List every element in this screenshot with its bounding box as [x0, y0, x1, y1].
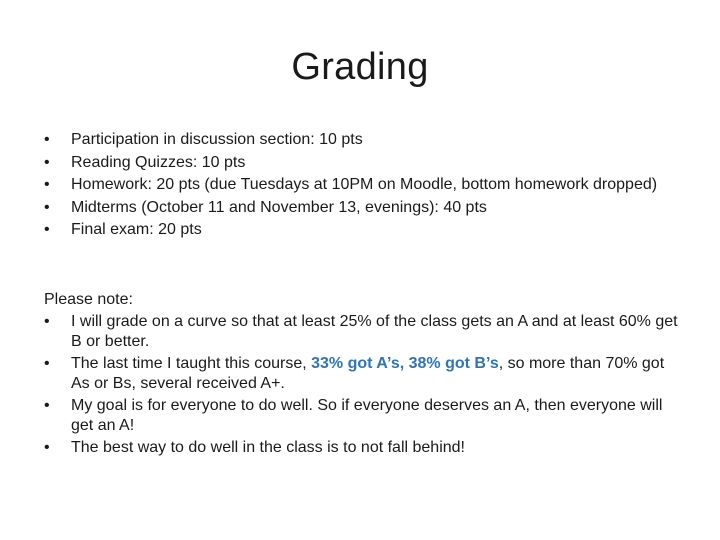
- grading-item-participation: [44, 130, 684, 150]
- note-block: [44, 290, 684, 460]
- bullet-icon: •: [44, 438, 50, 456]
- grading-item-text: Final exam: 20 pts: [71, 221, 202, 238]
- bullet-icon: •: [44, 198, 50, 216]
- grading-item-text: Homework: 20 pts (due Tuesdays at 10PM on Moodle, bottom homework dropped): [71, 176, 658, 193]
- bullet-icon: •: [44, 396, 50, 414]
- grading-item-homework: [44, 175, 684, 195]
- note-heading: Please note:: [44, 291, 133, 308]
- slide-title: Grading: [291, 46, 429, 88]
- note-item-best-way: [44, 438, 684, 458]
- note-item-curve: [44, 312, 684, 352]
- bullet-icon: •: [44, 176, 50, 193]
- note-item-text: My goal is for everyone to do well. So if everyone deserves an A, then everyone will get an A!: [71, 396, 663, 434]
- grading-item-text: Reading Quizzes: 10 pts: [71, 153, 246, 171]
- note-list: [44, 312, 684, 458]
- grading-item-reading-quizzes: [44, 153, 684, 173]
- bullet-icon: •: [44, 354, 50, 372]
- bullet-icon: •: [44, 153, 50, 171]
- grading-item-text: Participation in discussion section: 10 pts: [71, 131, 363, 148]
- bullet-icon: •: [44, 312, 50, 330]
- note-item-text-after: , so more than 70% got As or Bs, several received A+.: [71, 354, 665, 392]
- note-item-text-before: The last time I taught this course,: [71, 354, 312, 372]
- grading-list: [44, 130, 684, 243]
- grading-item-midterms: [44, 198, 684, 218]
- note-item-last-time: [44, 354, 684, 394]
- note-item-goal: [44, 396, 684, 436]
- note-item-text: The best way to do well in the class is to not fall behind!: [71, 438, 465, 456]
- note-item-text: I will grade on a curve so that at least 25% of the class gets an A and at least 60% get B or better.: [71, 312, 678, 350]
- grading-item-text: Midterms (October 11 and November 13, evenings): 40 pts: [71, 198, 487, 216]
- grading-item-final-exam: [44, 220, 684, 240]
- bullet-icon: •: [44, 131, 50, 148]
- bullet-icon: •: [44, 221, 50, 238]
- grade-stats-highlight: 33% got A’s, 38% got B’s: [311, 354, 499, 372]
